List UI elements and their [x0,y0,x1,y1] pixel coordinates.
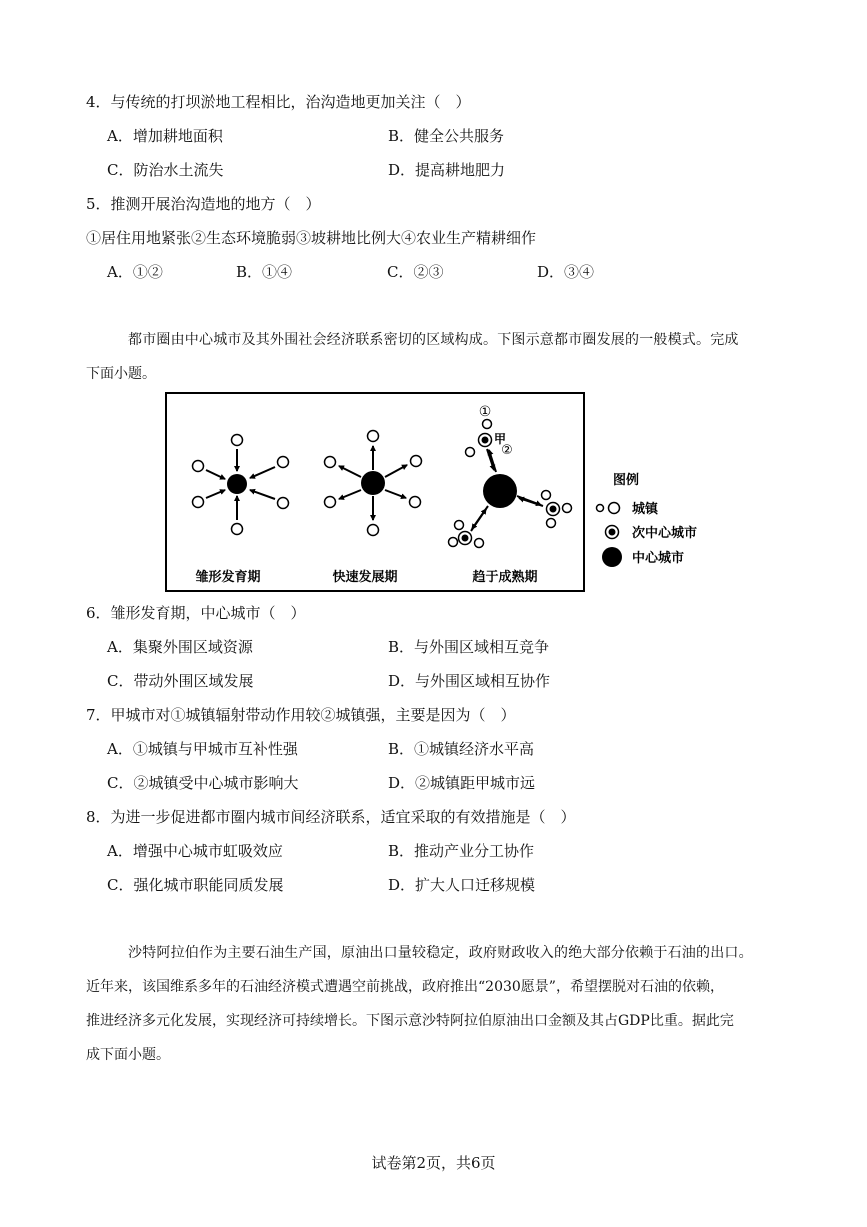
metropolitan-area-diagram [165,392,698,592]
question-4-option-a: A．增加耕地面积 [107,127,223,145]
question-5-option-a: A．①② [107,263,163,281]
question-4-option-b: B．健全公共服务 [388,127,505,145]
stage-2-caption: 快速发展期 [332,570,398,585]
center-city-dot [227,474,247,494]
question-8-option-b: B．推动产业分工协作 [388,842,535,860]
town-circle [410,497,421,508]
question-5-stem: 5．推测开展治沟造地的地方（ ） [86,195,321,213]
town-circle [547,519,556,528]
question-5-option-d: D．③④ [537,263,595,281]
town-circle [278,498,289,509]
question-6-option-d: D．与外围区域相互协作 [388,672,551,690]
marker-2-label: ② [501,443,513,458]
page-footer: 试卷第2页，共6页 [371,1154,496,1172]
question-7-option-c: C．②城镇受中心城市影响大 [107,774,299,792]
town-circle [325,497,336,508]
center-city-dot [483,474,517,508]
town-circle [411,456,422,467]
town-circle [368,525,379,536]
question-4-option-c: C．防治水土流失 [107,161,224,179]
town-circle [449,538,458,547]
question-6-stem: 6．雏形发育期，中心城市（ ） [86,604,306,622]
legend-town-label: 城镇 [632,502,659,517]
legend-sub-center-label: 次中心城市 [632,526,698,541]
center-city-dot [361,471,385,495]
passage-1-line-2: 下面小题。 [86,366,156,382]
question-7-option-a: A．①城镇与甲城市互补性强 [107,740,298,758]
question-8-option-d: D．扩大人口迁移规模 [388,876,536,894]
town-circle [466,448,475,457]
question-6-option-a: A．集聚外围区域资源 [107,638,253,656]
town-circle [542,491,551,500]
question-5-statements: ①居住用地紧张②生态环境脆弱③坡耕地比例大④农业生产精耕细作 [86,229,537,247]
legend-town-symbol [597,503,620,514]
legend-center-label: 中心城市 [632,551,685,566]
question-8-option-a: A．增强中心城市虹吸效应 [107,842,283,860]
town-circle [475,539,484,548]
legend-sub-center-symbol [606,526,619,539]
legend-title: 图例 [613,473,640,488]
passage-2-line-1: 沙特阿拉伯作为主要石油生产国，原油出口量较稳定，政府财政收入的绝大部分依赖于石油的出口。 [128,945,753,961]
town-circle [563,504,572,513]
stage-3-caption: 趋于成熟期 [472,570,538,585]
question-7-option-d: D．②城镇距甲城市远 [388,774,536,792]
passage-2-line-3: 推进经济多元化发展，实现经济可持续增长。下图示意沙特阿拉伯原油出口金额及其占GDP比重。据此完 [86,1013,734,1029]
town-circle [325,457,336,468]
town-circle [232,435,243,446]
town-circle [278,457,289,468]
question-7-stem: 7．甲城市对①城镇辐射带动作用较②城镇强，主要是因为（ ） [86,706,516,724]
passage-2-line-4: 成下面小题。 [86,1047,170,1063]
question-4-option-d: D．提高耕地肥力 [388,161,506,179]
legend-center-symbol [602,547,622,567]
passage-2-line-2: 近年来，该国维系多年的石油经济模式遭遇空前挑战，政府推出“2030愿景”，希望摆脱对石油的依赖， [86,979,724,995]
question-5-option-b: B．①④ [236,263,293,281]
question-4-stem: 4．与传统的打坝淤地工程相比，治沟造地更加关注（ ） [86,93,471,111]
question-6-option-c: C．带动外围区域发展 [107,672,254,690]
question-8-stem: 8．为进一步促进都市圈内城市间经济联系，适宜采取的有效措施是（ ） [86,808,576,826]
town-circle [232,524,243,535]
town-circle [368,431,379,442]
stage-1-caption: 雏形发育期 [195,570,261,585]
town-circle [455,521,464,530]
marker-1-label: ① [478,404,492,420]
city-jia-label: 甲 [494,432,507,446]
question-8-option-c: C．强化城市职能同质发展 [107,876,284,894]
question-7-option-b: B．①城镇经济水平高 [388,740,535,758]
question-5-option-c: C．②③ [387,263,444,281]
passage-1-line-1: 都市圈由中心城市及其外围社会经济联系密切的区域构成。下图示意都市圈发展的一般模式。完成 [128,332,739,348]
town-circle [193,497,204,508]
town-circle [483,420,492,429]
town-circle [193,461,204,472]
question-6-option-b: B．与外围区域相互竞争 [388,638,550,656]
